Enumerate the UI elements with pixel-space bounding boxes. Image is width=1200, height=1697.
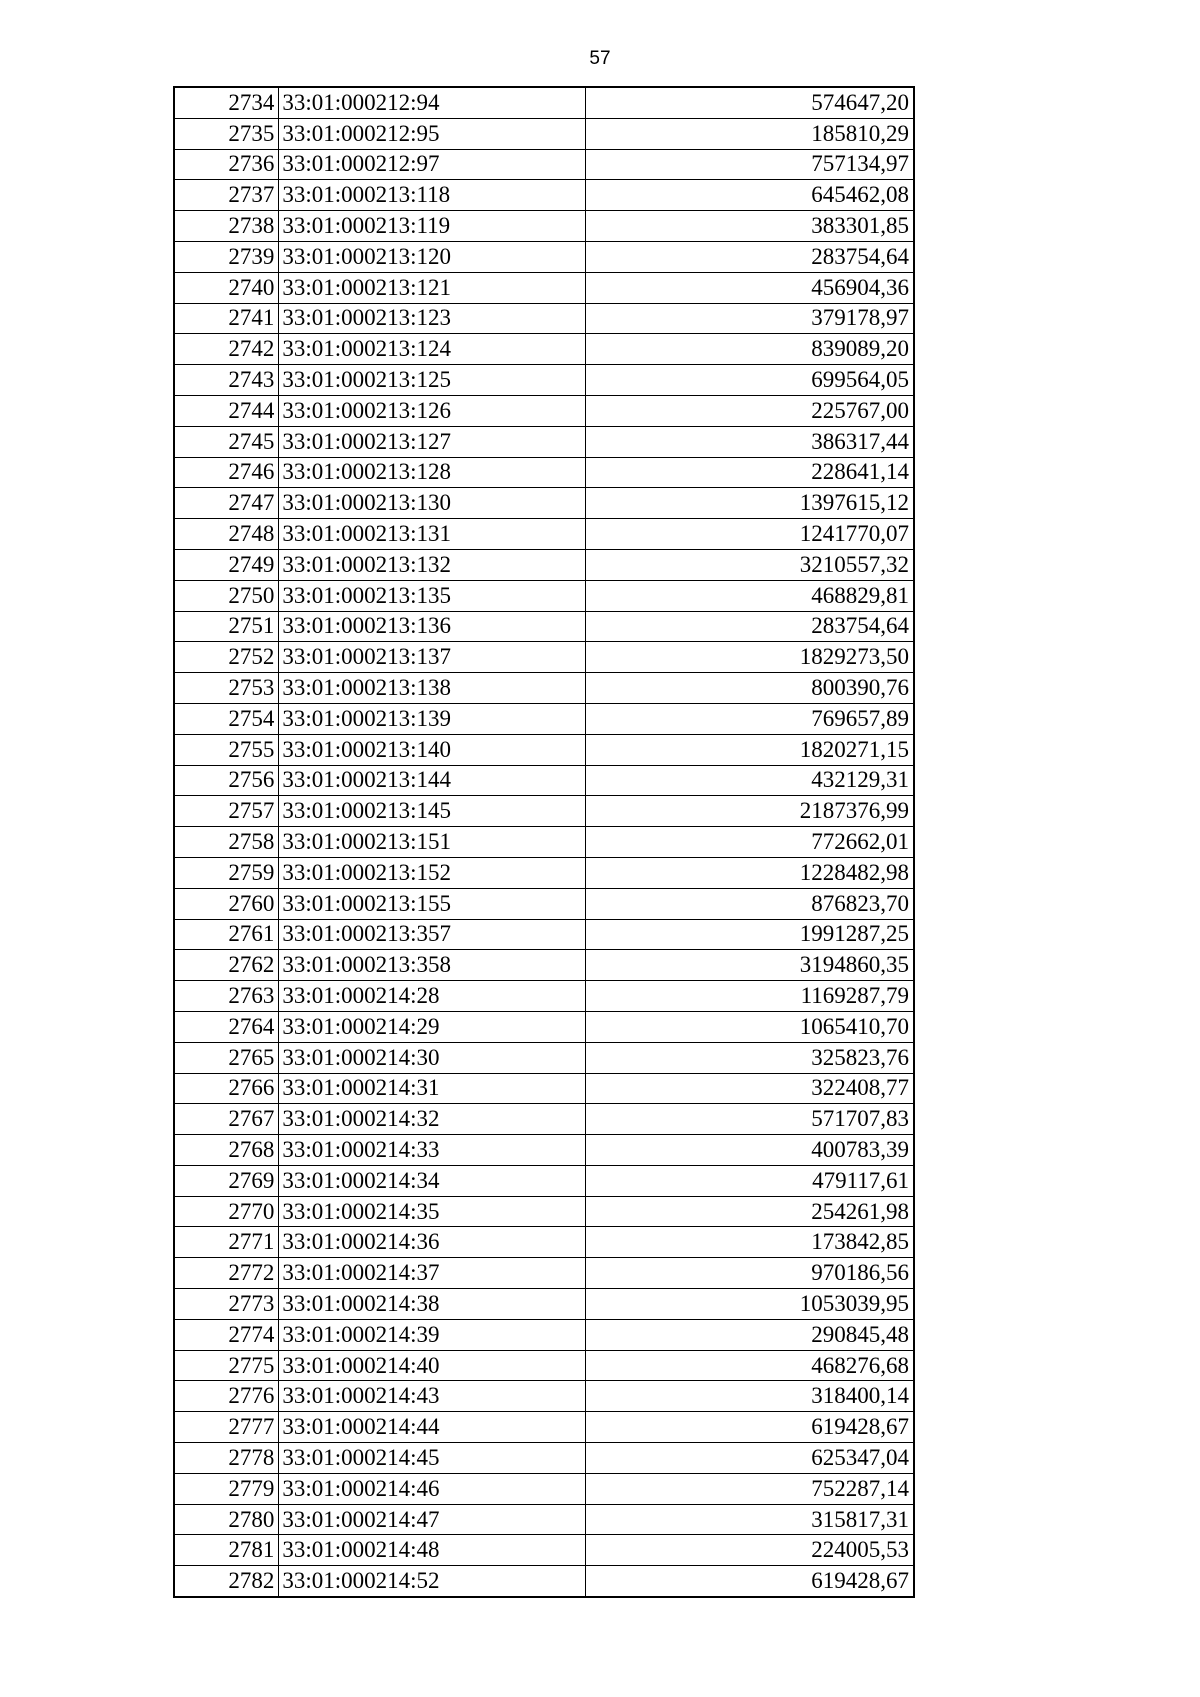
cadastral-number-cell: 33:01:000214:29 [279, 1011, 585, 1042]
table-row [174, 827, 914, 858]
cadastral-number-cell: 33:01:000213:137 [279, 642, 585, 673]
cadastral-number-cell: 33:01:000213:152 [279, 857, 585, 888]
row-number-cell: 2781 [174, 1535, 279, 1566]
table-row [174, 303, 914, 334]
table-row [174, 580, 914, 611]
cadastral-value-cell: 468276,68 [585, 1350, 914, 1381]
cadastral-value-cell: 315817,31 [585, 1504, 914, 1535]
table-row [174, 919, 914, 950]
row-number-cell: 2771 [174, 1227, 279, 1258]
row-number-cell: 2744 [174, 395, 279, 426]
row-number-cell: 2750 [174, 580, 279, 611]
row-number-cell: 2757 [174, 796, 279, 827]
row-number-cell: 2748 [174, 519, 279, 550]
row-number-cell: 2737 [174, 180, 279, 211]
cadastral-number-cell: 33:01:000213:123 [279, 303, 585, 334]
table-row [174, 426, 914, 457]
cadastral-number-cell: 33:01:000213:140 [279, 734, 585, 765]
cadastral-number-cell: 33:01:000213:136 [279, 611, 585, 642]
cadastral-number-cell: 33:01:000214:35 [279, 1196, 585, 1227]
table-row [174, 1443, 914, 1474]
cadastral-value-cell: 2187376,99 [585, 796, 914, 827]
cadastral-value-cell: 318400,14 [585, 1381, 914, 1412]
table-row [174, 118, 914, 149]
table-row [174, 1473, 914, 1504]
table-row [174, 1011, 914, 1042]
cadastral-number-cell: 33:01:000214:30 [279, 1042, 585, 1073]
table-row [174, 1504, 914, 1535]
cadastral-number-cell: 33:01:000213:125 [279, 365, 585, 396]
cadastral-value-cell: 1397615,12 [585, 488, 914, 519]
cadastral-value-cell: 752287,14 [585, 1473, 914, 1504]
cadastral-number-cell: 33:01:000214:48 [279, 1535, 585, 1566]
cadastral-number-cell: 33:01:000214:28 [279, 981, 585, 1012]
row-number-cell: 2758 [174, 827, 279, 858]
row-number-cell: 2779 [174, 1473, 279, 1504]
cadastral-number-cell: 33:01:000213:127 [279, 426, 585, 457]
table-row [174, 796, 914, 827]
table-row [174, 395, 914, 426]
table-row [174, 1289, 914, 1320]
cadastral-value-cell: 185810,29 [585, 118, 914, 149]
page-number: 57 [589, 48, 611, 69]
cadastral-number-cell: 33:01:000213:128 [279, 457, 585, 488]
table-row [174, 1227, 914, 1258]
row-number-cell: 2760 [174, 888, 279, 919]
table-row [174, 488, 914, 519]
cadastral-number-cell: 33:01:000213:139 [279, 703, 585, 734]
table-row [174, 457, 914, 488]
cadastral-number-cell: 33:01:000214:52 [279, 1566, 585, 1597]
cadastral-value-cell: 224005,53 [585, 1535, 914, 1566]
row-number-cell: 2780 [174, 1504, 279, 1535]
table-row [174, 1566, 914, 1597]
table-row [174, 1258, 914, 1289]
row-number-cell: 2764 [174, 1011, 279, 1042]
cadastral-number-cell: 33:01:000213:131 [279, 519, 585, 550]
cadastral-value-cell: 283754,64 [585, 611, 914, 642]
row-number-cell: 2766 [174, 1073, 279, 1104]
cadastral-number-cell: 33:01:000212:94 [279, 87, 585, 118]
cadastral-value-cell: 383301,85 [585, 211, 914, 242]
cadastral-number-cell: 33:01:000214:44 [279, 1412, 585, 1443]
cadastral-value-cell: 839089,20 [585, 334, 914, 365]
cadastral-number-cell: 33:01:000214:47 [279, 1504, 585, 1535]
cadastral-value-cell: 468829,81 [585, 580, 914, 611]
row-number-cell: 2774 [174, 1319, 279, 1350]
table-row [174, 241, 914, 272]
row-number-cell: 2759 [174, 857, 279, 888]
row-number-cell: 2735 [174, 118, 279, 149]
cadastral-value-cell: 769657,89 [585, 703, 914, 734]
cadastral-value-cell: 386317,44 [585, 426, 914, 457]
cadastral-number-cell: 33:01:000213:132 [279, 549, 585, 580]
cadastral-value-cell: 228641,14 [585, 457, 914, 488]
cadastral-value-cell: 699564,05 [585, 365, 914, 396]
row-number-cell: 2773 [174, 1289, 279, 1320]
cadastral-number-cell: 33:01:000213:155 [279, 888, 585, 919]
cadastral-number-cell: 33:01:000214:36 [279, 1227, 585, 1258]
cadastral-value-cell: 322408,77 [585, 1073, 914, 1104]
row-number-cell: 2763 [174, 981, 279, 1012]
cadastral-value-cell: 772662,01 [585, 827, 914, 858]
cadastral-number-cell: 33:01:000214:33 [279, 1135, 585, 1166]
row-number-cell: 2734 [174, 87, 279, 118]
cadastral-value-cell: 1228482,98 [585, 857, 914, 888]
cadastral-value-cell: 645462,08 [585, 180, 914, 211]
cadastral-value-cell: 173842,85 [585, 1227, 914, 1258]
table-row [174, 1350, 914, 1381]
row-number-cell: 2761 [174, 919, 279, 950]
table-row [174, 1535, 914, 1566]
cadastral-number-cell: 33:01:000214:39 [279, 1319, 585, 1350]
cadastral-number-cell: 33:01:000214:46 [279, 1473, 585, 1504]
row-number-cell: 2753 [174, 673, 279, 704]
table-row [174, 149, 914, 180]
row-number-cell: 2770 [174, 1196, 279, 1227]
cadastral-number-cell: 33:01:000212:97 [279, 149, 585, 180]
cadastral-value-cell: 3194860,35 [585, 950, 914, 981]
cadastral-number-cell: 33:01:000214:38 [279, 1289, 585, 1320]
row-number-cell: 2747 [174, 488, 279, 519]
cadastral-value-cell: 574647,20 [585, 87, 914, 118]
cadastral-number-cell: 33:01:000213:126 [279, 395, 585, 426]
cadastral-value-cell: 3210557,32 [585, 549, 914, 580]
row-number-cell: 2738 [174, 211, 279, 242]
row-number-cell: 2777 [174, 1412, 279, 1443]
row-number-cell: 2769 [174, 1165, 279, 1196]
cadastral-number-cell: 33:01:000213:130 [279, 488, 585, 519]
row-number-cell: 2754 [174, 703, 279, 734]
cadastral-value-cell: 757134,97 [585, 149, 914, 180]
table-row [174, 673, 914, 704]
cadastral-value-cell: 325823,76 [585, 1042, 914, 1073]
cadastral-value-cell: 290845,48 [585, 1319, 914, 1350]
table-row [174, 1196, 914, 1227]
row-number-cell: 2751 [174, 611, 279, 642]
cadastral-number-cell: 33:01:000214:45 [279, 1443, 585, 1474]
row-number-cell: 2745 [174, 426, 279, 457]
cadastral-number-cell: 33:01:000214:37 [279, 1258, 585, 1289]
cadastral-value-cell: 1169287,79 [585, 981, 914, 1012]
row-number-cell: 2742 [174, 334, 279, 365]
cadastral-number-cell: 33:01:000213:358 [279, 950, 585, 981]
table-row [174, 365, 914, 396]
table-row [174, 734, 914, 765]
cadastral-number-cell: 33:01:000213:120 [279, 241, 585, 272]
cadastral-value-cell: 379178,97 [585, 303, 914, 334]
cadastral-value-cell: 283754,64 [585, 241, 914, 272]
cadastral-value-table [173, 86, 915, 1598]
row-number-cell: 2743 [174, 365, 279, 396]
table-row [174, 642, 914, 673]
cadastral-value-cell: 619428,67 [585, 1412, 914, 1443]
table-row [174, 519, 914, 550]
cadastral-number-cell: 33:01:000214:43 [279, 1381, 585, 1412]
row-number-cell: 2767 [174, 1104, 279, 1135]
row-number-cell: 2776 [174, 1381, 279, 1412]
row-number-cell: 2778 [174, 1443, 279, 1474]
cadastral-number-cell: 33:01:000212:95 [279, 118, 585, 149]
cadastral-value-cell: 1241770,07 [585, 519, 914, 550]
cadastral-value-cell: 1991287,25 [585, 919, 914, 950]
table-row [174, 1042, 914, 1073]
cadastral-value-cell: 619428,67 [585, 1566, 914, 1597]
table-row [174, 87, 914, 118]
cadastral-number-cell: 33:01:000213:151 [279, 827, 585, 858]
table-row [174, 981, 914, 1012]
cadastral-number-cell: 33:01:000214:32 [279, 1104, 585, 1135]
table-row [174, 1104, 914, 1135]
cadastral-value-cell: 254261,98 [585, 1196, 914, 1227]
row-number-cell: 2741 [174, 303, 279, 334]
cadastral-number-cell: 33:01:000213:357 [279, 919, 585, 950]
table-row [174, 950, 914, 981]
row-number-cell: 2755 [174, 734, 279, 765]
table-row [174, 857, 914, 888]
cadastral-value-cell: 1820271,15 [585, 734, 914, 765]
cadastral-number-cell: 33:01:000213:135 [279, 580, 585, 611]
cadastral-value-cell: 625347,04 [585, 1443, 914, 1474]
row-number-cell: 2765 [174, 1042, 279, 1073]
row-number-cell: 2756 [174, 765, 279, 796]
cadastral-number-cell: 33:01:000213:124 [279, 334, 585, 365]
cadastral-value-cell: 1829273,50 [585, 642, 914, 673]
row-number-cell: 2749 [174, 549, 279, 580]
row-number-cell: 2768 [174, 1135, 279, 1166]
cadastral-value-cell: 479117,61 [585, 1165, 914, 1196]
row-number-cell: 2775 [174, 1350, 279, 1381]
cadastral-value-cell: 571707,83 [585, 1104, 914, 1135]
cadastral-number-cell: 33:01:000214:34 [279, 1165, 585, 1196]
row-number-cell: 2782 [174, 1566, 279, 1597]
table-row [174, 888, 914, 919]
table-row [174, 1381, 914, 1412]
table-row [174, 611, 914, 642]
table-row [174, 1135, 914, 1166]
cadastral-number-cell: 33:01:000213:144 [279, 765, 585, 796]
cadastral-value-cell: 970186,56 [585, 1258, 914, 1289]
table-row [174, 180, 914, 211]
table-row [174, 272, 914, 303]
row-number-cell: 2752 [174, 642, 279, 673]
table-row [174, 1412, 914, 1443]
row-number-cell: 2736 [174, 149, 279, 180]
row-number-cell: 2740 [174, 272, 279, 303]
cadastral-value-cell: 1065410,70 [585, 1011, 914, 1042]
row-number-cell: 2746 [174, 457, 279, 488]
table-row [174, 211, 914, 242]
table-row [174, 334, 914, 365]
table-row [174, 549, 914, 580]
cadastral-value-cell: 1053039,95 [585, 1289, 914, 1320]
cadastral-number-cell: 33:01:000214:31 [279, 1073, 585, 1104]
table-row [174, 1073, 914, 1104]
table-row [174, 765, 914, 796]
cadastral-value-cell: 456904,36 [585, 272, 914, 303]
table-row [174, 1165, 914, 1196]
cadastral-value-cell: 432129,31 [585, 765, 914, 796]
cadastral-value-cell: 800390,76 [585, 673, 914, 704]
cadastral-number-cell: 33:01:000213:145 [279, 796, 585, 827]
cadastral-number-cell: 33:01:000213:138 [279, 673, 585, 704]
cadastral-number-cell: 33:01:000213:119 [279, 211, 585, 242]
table-body [174, 87, 914, 1597]
cadastral-value-cell: 225767,00 [585, 395, 914, 426]
row-number-cell: 2739 [174, 241, 279, 272]
table-row [174, 703, 914, 734]
cadastral-value-cell: 876823,70 [585, 888, 914, 919]
row-number-cell: 2772 [174, 1258, 279, 1289]
cadastral-value-cell: 400783,39 [585, 1135, 914, 1166]
cadastral-number-cell: 33:01:000214:40 [279, 1350, 585, 1381]
row-number-cell: 2762 [174, 950, 279, 981]
cadastral-number-cell: 33:01:000213:118 [279, 180, 585, 211]
cadastral-number-cell: 33:01:000213:121 [279, 272, 585, 303]
table-row [174, 1319, 914, 1350]
